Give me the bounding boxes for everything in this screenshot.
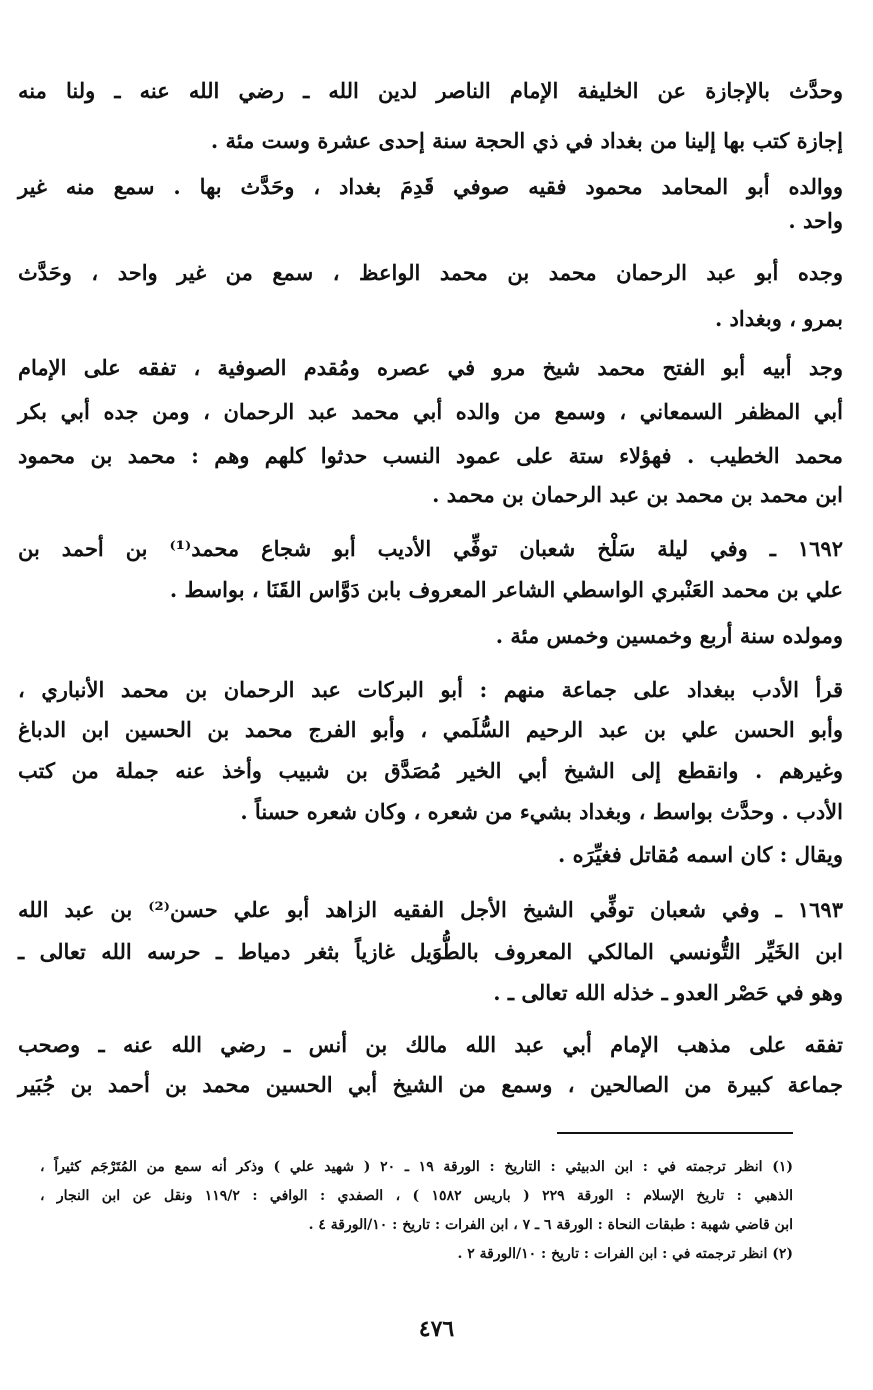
text-line: الأدب . وحدَّث بواسط ، وبغداد بشيء من شعره ، وكان شعره حسناً .	[240, 799, 843, 824]
text-line: وأبو الحسن علي بن عبد الرحيم السُّلَمي ، وأبو الفرج محمد بن الحسين ابن الدباغ	[18, 717, 843, 742]
footnote-line: (٢) انظر ترجمته في : ابن الفرات : تاريخ : ١٠/الورقة ٢ .	[457, 1246, 793, 1262]
text-line: وجده أبو عبد الرحمان محمد بن محمد الواعظ ، سمع من غير واحد ، وحَدَّث	[18, 260, 843, 285]
entry-heading-1693: ١٦٩٣ ـ وفي شعبان توفِّي الشيخ الأجل الفقيه الزاهد أبو علي حسن⁽²⁾ بن عبد الله	[18, 897, 843, 922]
text-line: ومولده سنة أربع وخمسين وخمس مئة .	[495, 623, 843, 648]
text-line: ووالده أبو المحامد محمود فقيه صوفي قَدِمَ بغداد ، وحَدَّث بها . سمع منه غير	[18, 174, 843, 199]
text-line: وجد أبيه أبو الفتح محمد شيخ مرو في عصره ومُقدم الصوفية ، تفقه على الإمام	[18, 355, 843, 380]
text-line: ابن محمد بن محمد بن عبد الرحمان بن محمد .	[432, 482, 843, 507]
text-line: تفقه على مذهب الإمام أبي عبد الله مالك بن أنس ـ رضي الله عنه ـ وصحب	[18, 1032, 843, 1057]
text-line: وهو في حَصْر العدو ـ خذله الله تعالى ـ .	[493, 980, 843, 1005]
text-line: أبي المظفر السمعاني ، وسمع من والده أبي محمد عبد الرحمان ، ومن جده أبي بكر	[18, 399, 843, 424]
footnote-line: (١) انظر ترجمته في : ابن الدبيثي : التاريخ : الورقة ١٩ ـ ٢٠ ( شهيد علي ) وذكر أنه سمع من المُتَرْجَم كثيراً ،	[40, 1159, 793, 1175]
footnote-line: الذهبي : تاريخ الإسلام : الورقة ٢٢٩ ( باريس ١٥٨٢ ) ، الصفدي : الوافي : ١١٩/٢ ونقل عن ابن النجار ،	[40, 1188, 793, 1204]
page-number: ٤٧٦	[418, 1316, 455, 1342]
footnote-separator	[557, 1132, 793, 1134]
text-line: إجازة كتب بها إلينا من بغداد في ذي الحجة سنة إحدى عشرة وست مئة .	[210, 128, 843, 153]
text-line: بمرو ، وبغداد .	[714, 306, 843, 331]
text-line: وغيرهم . وانقطع إلى الشيخ أبي الخير مُصَدَّق بن شبيب وأخذ عنه جملة من كتب	[18, 758, 843, 783]
text-line: محمد الخطيب . فهؤلاء ستة على عمود النسب حدثوا كلهم وهم : محمد بن محمود	[18, 443, 843, 468]
footnote-line: ابن قاضي شهبة : طبقات النحاة : الورقة ٦ ـ ٧ ، ابن الفرات : تاريخ : ١٠/الورقة ٤ .	[308, 1217, 793, 1233]
text-line: ويقال : كان اسمه مُقاتل فغيِّرَه .	[558, 842, 843, 867]
entry-heading-1692: ١٦٩٢ ـ وفي ليلة سَلْخ شعبان توفِّي الأديب أبو شجاع محمد⁽¹⁾ بن أحمد بن	[18, 536, 843, 561]
text-line: ابن الخَيِّر التُّونسي المالكي المعروف بالطُّوَيل غازياً بثغر دمياط ـ حرسه الله تعالى ـ	[18, 939, 843, 964]
text-line: واحد .	[788, 208, 843, 233]
text-line: وحدَّث بالإجازة عن الخليفة الإمام الناصر لدين الله ـ رضي الله عنه ـ ولنا منه	[18, 78, 843, 103]
text-line: علي بن محمد العَنْبري الواسطي الشاعر المعروف بابن دَوَّاس القَنَا ، بواسط .	[169, 577, 843, 602]
text-line: قرأ الأدب ببغداد على جماعة منهم : أبو البركات عبد الرحمان بن محمد الأنباري ،	[18, 677, 843, 702]
text-line: جماعة كبيرة من الصالحين ، وسمع من الشيخ أبي الحسين محمد بن أحمد بن جُبَير	[18, 1072, 843, 1097]
